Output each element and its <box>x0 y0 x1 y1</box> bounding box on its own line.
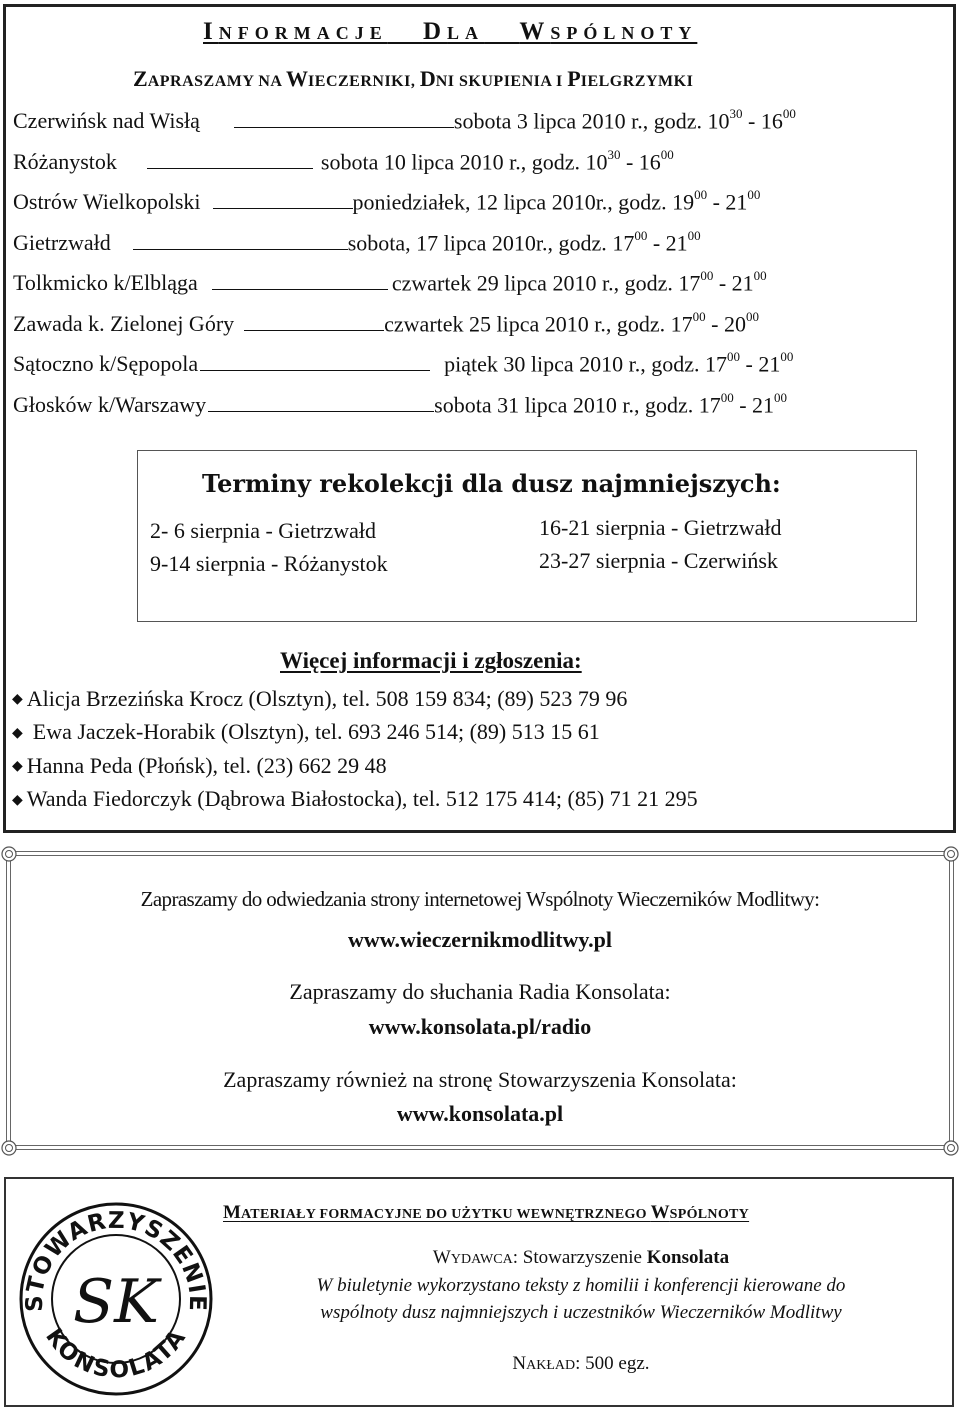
radio-url-link[interactable]: www.konsolata.pl/radio <box>368 1014 592 1039</box>
event-date: sobota 10 lipca 2010 r., godz. $10^{30} - 16^{00}$ <box>320 146 674 174</box>
note-line: W biuletynie wykorzystano teksty z homilii i konferencji kierowane do <box>316 1275 846 1296</box>
event-leader-line <box>200 370 430 371</box>
event-leader-line <box>147 168 313 169</box>
retreat-date: 2- 6 sierpnia - Gietrzwałd <box>150 518 377 543</box>
site-url-link[interactable]: www.wieczernikmodlitwy.pl <box>348 927 612 952</box>
contact-item: ◆ Alicja Brzezińska Krocz (Olsztyn), tel. 508 159 834; (89) 523 79 96 <box>12 685 628 711</box>
events-list <box>13 108 943 432</box>
diamond-bullet-icon: ◆ <box>12 692 23 708</box>
event-leader-line <box>244 330 384 331</box>
retreat-date: 9-14 sierpnia - Różanystok <box>150 551 388 576</box>
event-date: sobota, 17 lipca 2010r., godz. $17^{00} - 21^{00}$ <box>347 227 701 255</box>
association-url-link[interactable]: www.konsolata.pl <box>396 1101 564 1126</box>
diamond-bullet-icon: ◆ <box>12 792 23 808</box>
event-row <box>13 189 943 230</box>
event-row <box>13 389 943 433</box>
retreat-dates-box <box>137 450 917 622</box>
event-row <box>13 351 943 392</box>
event-leader-line <box>213 208 353 209</box>
radio-invitation: Zapraszamy do słuchania Radia Konsolata: <box>289 979 671 1004</box>
svg-text:STOWARZYSZENIE: STOWARZYSZENIE <box>21 1207 211 1313</box>
title-word: WSPÓLNOTY <box>519 18 698 45</box>
event-row <box>13 270 943 311</box>
event-place: Głosków k/Warszawy <box>13 391 207 417</box>
event-row <box>13 308 943 352</box>
association-invitation: Zapraszamy również na stronę Stowarzyszenia Konsolata: <box>223 1067 737 1092</box>
publisher-line: WYDAWCA: Stowarzyszenie Konsolata <box>432 1247 730 1268</box>
retreat-title: Terminy rekolekcji dla dusz najmniejszych: <box>202 469 781 498</box>
event-date: piątek 30 lipca 2010 r., godz. $17^{00} - 21^{00}$ <box>444 349 794 377</box>
retreat-dates-right <box>539 511 782 577</box>
retreat-dates-left <box>150 514 388 580</box>
event-place: Ostrów Wielkopolski <box>13 189 201 215</box>
event-date: sobota 31 lipca 2010 r., godz. $17^{00} - 21^{00}$ <box>434 389 788 417</box>
event-row <box>13 146 943 190</box>
title-word: INFORMACJE <box>203 18 388 45</box>
event-leader-line <box>133 249 348 250</box>
event-leader-line <box>234 127 454 128</box>
contacts-list <box>12 682 698 816</box>
diamond-bullet-icon: ◆ <box>12 725 23 741</box>
svg-text:KONSOLATA: KONSOLATA <box>40 1323 192 1384</box>
retreat-date: 23-27 sierpnia - Czerwińsk <box>539 548 778 573</box>
event-place: Sątoczno k/Sępopola <box>13 351 199 377</box>
event-row <box>13 227 943 271</box>
contact-item: ◆ Wanda Fiedorczyk (Dąbrowa Białostocka), tel. 512 175 414; (85) 71 21 295 <box>12 786 698 812</box>
event-date: czwartek 29 lipca 2010 r., godz. $17^{00} - 21^{00}$ <box>391 268 767 296</box>
svg-text:SK: SK <box>73 1267 159 1337</box>
footer-heading: MATERIAŁY FORMACYJNE DO UŻYTKU WEWNĘTRZNEGO WSPÓLNOTY <box>223 1202 750 1223</box>
event-place: Gietrzwałd <box>13 229 111 255</box>
event-date: czwartek 25 lipca 2010 r., godz. $17^{00} - 20^{00}$ <box>384 308 759 336</box>
event-place: Czerwińsk nad Wisłą <box>13 108 200 134</box>
events-subheading: ZAPRASZAMY NA WIECZERNIKI, DNI SKUPIENIA I PIELGRZYMKI <box>133 66 694 91</box>
note-line: wspólnoty dusz najmniejszych i uczestników Wieczerników Modlitwy <box>320 1302 842 1323</box>
more-info-heading: Więcej informacji i zgłoszenia: <box>280 648 582 673</box>
event-leader-line <box>208 411 434 412</box>
contact-item: ◆ Ewa Jaczek-Horabik (Olsztyn), tel. 693 246 514; (89) 513 15 61 <box>12 719 600 745</box>
retreat-date: 16-21 sierpnia - Gietrzwałd <box>539 515 782 540</box>
event-place: Zawada k. Zielonej Góry <box>13 310 235 336</box>
event-place: Różanystok <box>13 148 117 174</box>
event-row <box>13 108 943 149</box>
contact-item: ◆ Hanna Peda (Płońsk), tel. (23) 662 29 48 <box>12 752 387 778</box>
event-date: poniedziałek, 12 lipca 2010r., godz. $19^{00} - 21^{00}$ <box>352 187 761 215</box>
event-place: Tolkmicko k/Elbląga <box>13 270 198 296</box>
print-run-line: NAKŁAD: 500 egz. <box>512 1353 650 1374</box>
web-links-frame <box>0 843 960 1159</box>
footer-box <box>4 1177 954 1407</box>
section-title <box>203 18 697 46</box>
title-word: DLA <box>422 18 485 45</box>
site-invitation: Zapraszamy do odwiedzania strony internetowej Wspólnoty Wieczerników Modlitwy: <box>140 887 820 911</box>
event-leader-line <box>212 289 388 290</box>
diamond-bullet-icon: ◆ <box>12 759 23 775</box>
konsolata-seal-logo <box>16 1197 216 1397</box>
event-date: sobota 3 lipca 2010 r., godz. $10^{30} - 16^{00}$ <box>453 106 796 134</box>
